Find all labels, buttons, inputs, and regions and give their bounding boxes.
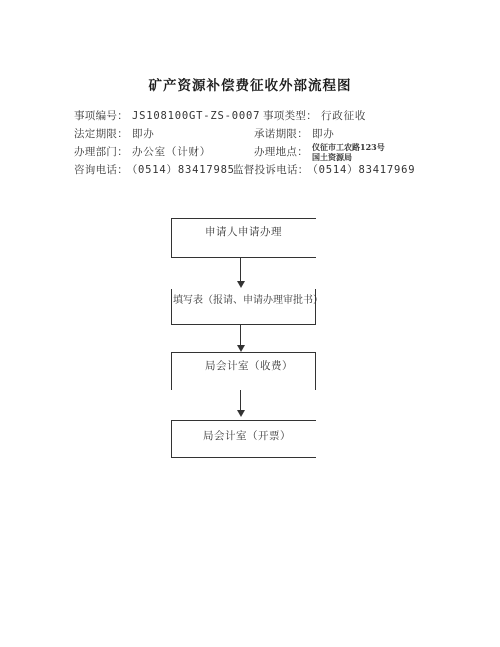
step-3-left-border bbox=[171, 352, 172, 390]
address-field bbox=[254, 142, 385, 162]
step-4-left-border bbox=[171, 420, 172, 458]
arrow-2-head bbox=[237, 345, 245, 352]
department-label: 办理部门： bbox=[74, 146, 128, 158]
complaint-phone-field bbox=[233, 162, 415, 177]
flow-step-2: 填写表（报请、申请办理审批书） bbox=[173, 295, 323, 306]
item-type-label: 事项类型： bbox=[263, 110, 317, 122]
arrow-2-shaft bbox=[240, 325, 241, 347]
department-value: 办公室（计财） bbox=[132, 146, 212, 158]
address-label: 办理地点： bbox=[254, 146, 308, 158]
step-1-bottom-border bbox=[171, 257, 316, 258]
inquiry-phone-value: （0514）83417985 bbox=[132, 164, 235, 176]
step-4-bottom-border bbox=[171, 457, 316, 458]
item-type-field bbox=[263, 108, 366, 123]
arrow-3-shaft bbox=[240, 390, 241, 412]
step-1-top-border bbox=[171, 218, 316, 219]
department-field bbox=[74, 144, 211, 159]
step-1-left-border bbox=[171, 218, 172, 258]
inquiry-phone-label: 咨询电话： bbox=[74, 164, 128, 176]
item-number-field bbox=[74, 108, 260, 123]
address-line-1: 仪征市工农路123号 bbox=[312, 142, 385, 152]
item-type-value: 行政征收 bbox=[321, 110, 367, 122]
legal-deadline-field bbox=[74, 126, 155, 141]
flow-step-3: 局会计室（收费） bbox=[205, 360, 293, 372]
inquiry-phone-field bbox=[74, 162, 235, 177]
promised-deadline-label: 承诺期限： bbox=[254, 128, 308, 140]
page-title: 矿产资源补偿费征收外部流程图 bbox=[148, 78, 352, 94]
address-line-2: 国土资源局 bbox=[312, 152, 352, 162]
arrow-3-head bbox=[237, 410, 245, 417]
legal-deadline-label: 法定期限： bbox=[74, 128, 128, 140]
step-4-top-border bbox=[171, 420, 316, 421]
item-number-label: 事项编号： bbox=[74, 110, 128, 122]
step-3-top-border bbox=[171, 352, 316, 353]
flow-step-4: 局会计室（开票） bbox=[203, 430, 291, 442]
step-2-left-border bbox=[171, 289, 172, 325]
arrow-1-shaft bbox=[240, 258, 241, 282]
item-number-value: JS108100GT-ZS-0007 bbox=[132, 110, 261, 122]
promised-deadline-value: 即办 bbox=[312, 128, 335, 140]
step-3-right-border bbox=[315, 352, 316, 390]
complaint-phone-value: （0514）83417969 bbox=[312, 164, 416, 176]
step-2-bottom-border bbox=[171, 324, 316, 325]
arrow-1-head bbox=[237, 281, 245, 288]
legal-deadline-value: 即办 bbox=[132, 128, 155, 140]
complaint-phone-label: 监督投诉电话： bbox=[233, 164, 309, 176]
flow-step-1: 申请人申请办理 bbox=[205, 226, 282, 238]
promised-deadline-field bbox=[254, 126, 335, 141]
